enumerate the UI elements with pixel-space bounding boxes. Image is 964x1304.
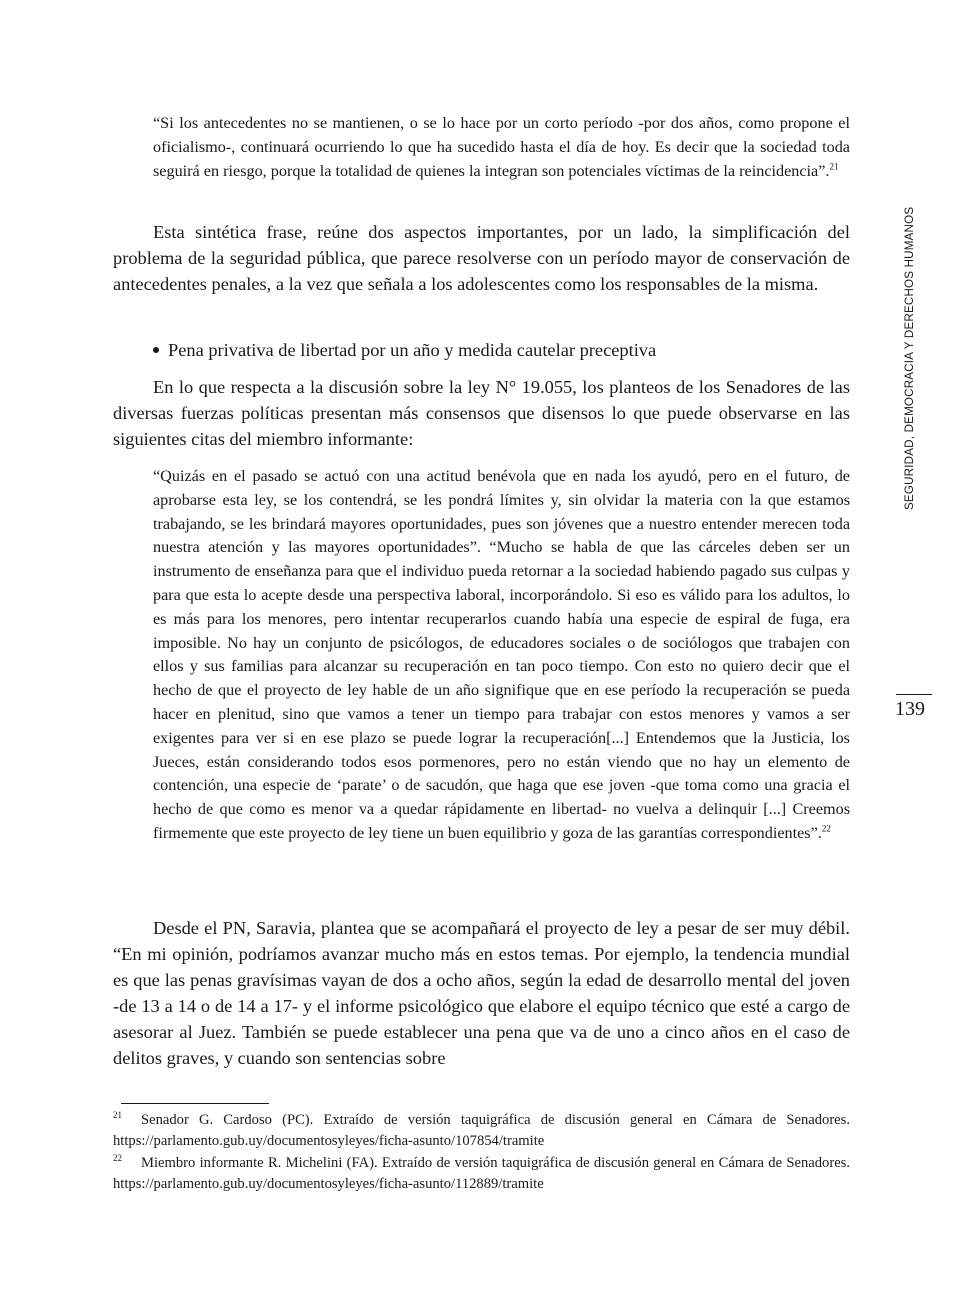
paragraph-2: En lo que respecta a la discusión sobre la ley N° 19.055, los planteos de los Senadores de las diversas fuerzas políticas presentan más consensos que disensos lo que puede observarse en las siguientes citas del miembro informante: [113,377,850,449]
quote-1-text: “Si los antecedentes no se mantienen, o se lo hace por un corto período -por dos años, como propone el oficialismo-, continuará ocurriendo lo que ha sucedido hasta el día de hoy. Es decir que la sociedad toda seguirá en riesgo, porque la totalidad de quienes la integran son potenciales víctimas de la reincidencia”. [153,114,850,180]
bullet-item [153,337,656,363]
bullet-text: Pena privativa de libertad por un año y medida cautelar preceptiva [168,340,657,360]
bullet-icon [153,347,159,353]
footnote-separator [121,1103,269,1104]
quote-2-text: “Quizás en el pasado se actuó con una actitud benévola que en nada los ayudó, pero en el futuro, de aprobarse esta ley, se los contendrá, se les pondrá límites y, sin olvidar la materia con la que estamos trabajando, se les brindará mayores oportunidades, pues son jóvenes que a nuestro entender merecen toda nuestra atención y las mayores oportunidades”. “Mucho se habla de que las cárceles deben ser un instrumento de enseñanza para que el individuo pueda retornar a la sociedad habiendo pagado sus culpas y para que esta lo acepte desde una perspectiva laboral, incorporándolo. Si eso es válido para los adultos, lo es más para los menores, pero intentar recuperarlos cuando había una especie de espiral de fuga, era imposible. No hay un conjunto de psicólogos, de educadores sociales o de sociólogos que trabajen con ellos y sus familias para alcanzar su recuperación en tan poco tiempo. Con esto no quiero decir que el hecho de que el proyecto de ley hable de un año signifique que en ese período la recuperación se pueda hacer en plenitud, sino que vamos a tener un tiempo para trabajar con estos menores y vamos a ser exigentes para ver si en ese plazo se puede lograr la recuperación[...] Entendemos que la Justicia, los Jueces, están considerando todos esos pormenores, pero no están viendo que no hay un elemento de contención, una especie de ‘parate’ o de sacudón, que haga que ese joven -que toma como una gracia el hecho de que como es menor va a quedar rápidamente en libertad- no vuelva a delinquir [...] Creemos firmemente que este proyecto de ley tiene un buen equilibrio y goza de las garantías correspondientes”. [153,467,850,842]
paragraph-3: Desde el PN, Saravia, plantea que se acompañará el proyecto de ley a pesar de ser muy débil. “En mi opinión, podríamos avanzar mucho más en estos temas. Por ejemplo, la tendencia mundial es que las penas gravísimas vayan de dos a ocho años, según la edad de desarrollo mental del joven -de 13 a 14 o de 14 a 17- y el informe psicológico que elabore el equipo técnico que esté a cargo de asesorar al Juez. También se puede establecer una pena que va de uno a cinco años en el caso de delitos graves, y cuando son sentencias sobre [113,918,850,1068]
block-quote-1 [153,112,850,183]
paragraph-1: Esta sintética frase, reúne dos aspectos importantes, por un lado, la simplificación del problema de la seguridad pública, que parece resolverse con un período mayor de conservación de antecedentes penales, a la vez que señala a los adolescentes como los responsables de la misma. [113,222,850,294]
footnote-text: Senador G. Cardoso (PC). Extraído de versión taquigráfica de discusión general en Cámara de Senadores. https://parlamento.gub.uy/documentosyleyes/ficha-asunto/107854/tramite [113,1112,850,1149]
page-number-rule [896,694,932,695]
footnote-ref-21[interactable]: 21 [829,161,839,172]
footnote-22: 22 Miembro informante R. Michelini (FA). Extraído de versión taquigráfica de discusión general en Cámara de Senadores. https://parlamento.gub.uy/documentosyleyes/ficha-asunto/112889/tramite [113,1153,850,1192]
footnote-text: Miembro informante R. Michelini (FA). Extraído de versión taquigráfica de discusión general en Cámara de Senadores. https://parlamento.gub.uy/documentosyleyes/ficha-asunto/112889/tramite [113,1155,850,1192]
page-number: 139 [895,698,925,720]
footnote-21: 21 Senador G. Cardoso (PC). Extraído de versión taquigráfica de discusión general en Cámara de Senadores. https://parlamento.gub.uy/documentosyleyes/ficha-asunto/107854/tramite [113,1110,850,1149]
block-quote-2 [153,465,850,846]
footnote-ref-22[interactable]: 22 [821,823,831,834]
running-header-vertical: SEGURIDAD, DEMOCRACIA Y DERECHOS HUMANOS [903,206,916,510]
